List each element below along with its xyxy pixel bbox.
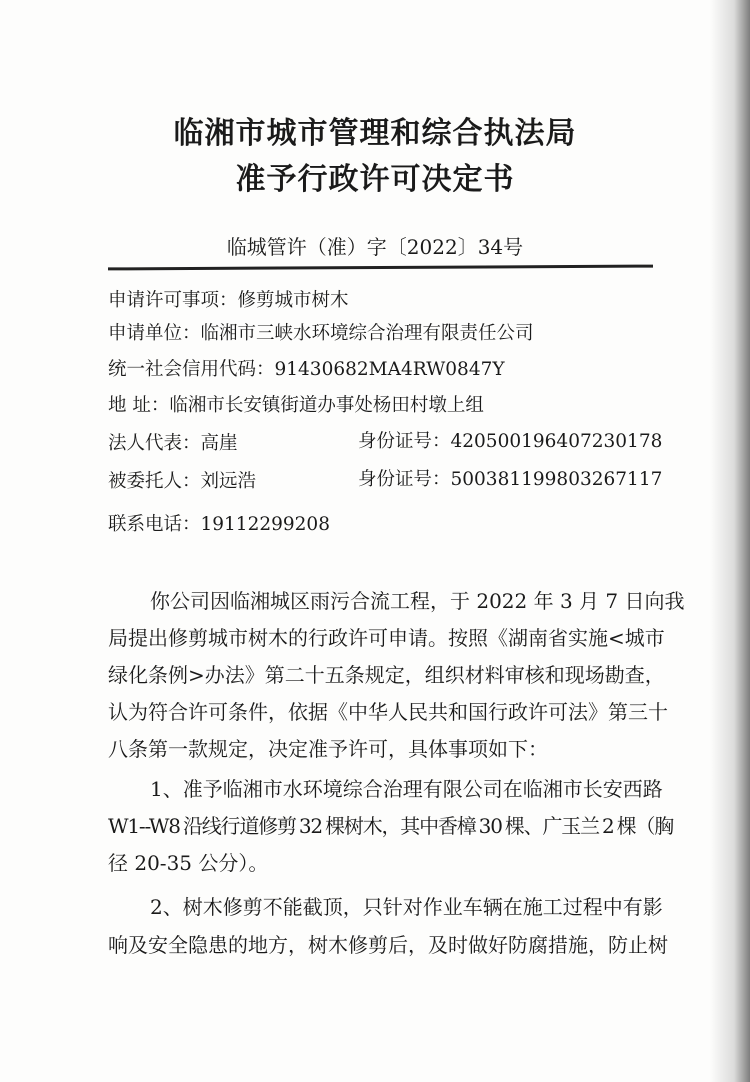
agent-id: 身份证号：500381199803267117 [358,469,663,490]
document-title-agency: 临湘市城市管理和综合执法局 [173,116,577,151]
address: 地 址：临湘市长安镇街道办事处杨田村墩上组 [108,395,484,416]
document-number: 临城管许（准）字〔2022〕34号 [226,235,524,259]
item-2-line: 2、树木修剪不能截顶，只针对作业车辆在施工过程中有影 [150,895,663,919]
agent: 被委托人：刘远浩 [108,471,257,492]
header-divider [108,265,653,271]
item-2-line: 响及安全隐患的地方，树木修剪后，及时做好防腐措施，防止树 [108,933,668,957]
paragraph-line: 你公司因临湘城区雨污合流工程，于 2022 年 3 月 7 日向我 [150,589,685,613]
paragraph-line: 八条第一款规定，决定准予许可，具体事项如下： [108,737,548,761]
paragraph-line: 绿化条例>办法》第二十五条规定，组织材料审核和现场勘查， [108,663,665,687]
legal-representative-id: 身份证号：420500196407230178 [358,431,663,452]
contact-phone: 联系电话：19112299208 [108,514,330,535]
paragraph-line: 局提出修剪城市树木的行政许可申请。按照《湖南省实施<城市 [108,626,665,650]
permit-item: 申请许可事项：修剪城市树木 [108,290,349,311]
paragraph-line: 认为符合许可条件，依据《中华人民共和国行政许可法》第三十 [108,700,668,724]
item-1-line: W1--W8 沿线行道修剪 32 棵树木，其中香樟 30 棵、广玉兰 2 棵（胸 [108,814,674,838]
credit-code: 统一社会信用代码：91430682MA4RW0847Y [108,359,505,380]
legal-representative: 法人代表：高崖 [108,433,238,454]
document-title-decision: 准予行政许可决定书 [235,162,515,197]
applicant-unit: 申请单位：临湘市三峡水环境综合治理有限责任公司 [108,323,534,344]
item-1-line: 径 20-35 公分）。 [108,851,269,875]
item-1-line: 1、准予临湘市水环境综合治理有限公司在临湘市长安西路 [150,777,663,801]
